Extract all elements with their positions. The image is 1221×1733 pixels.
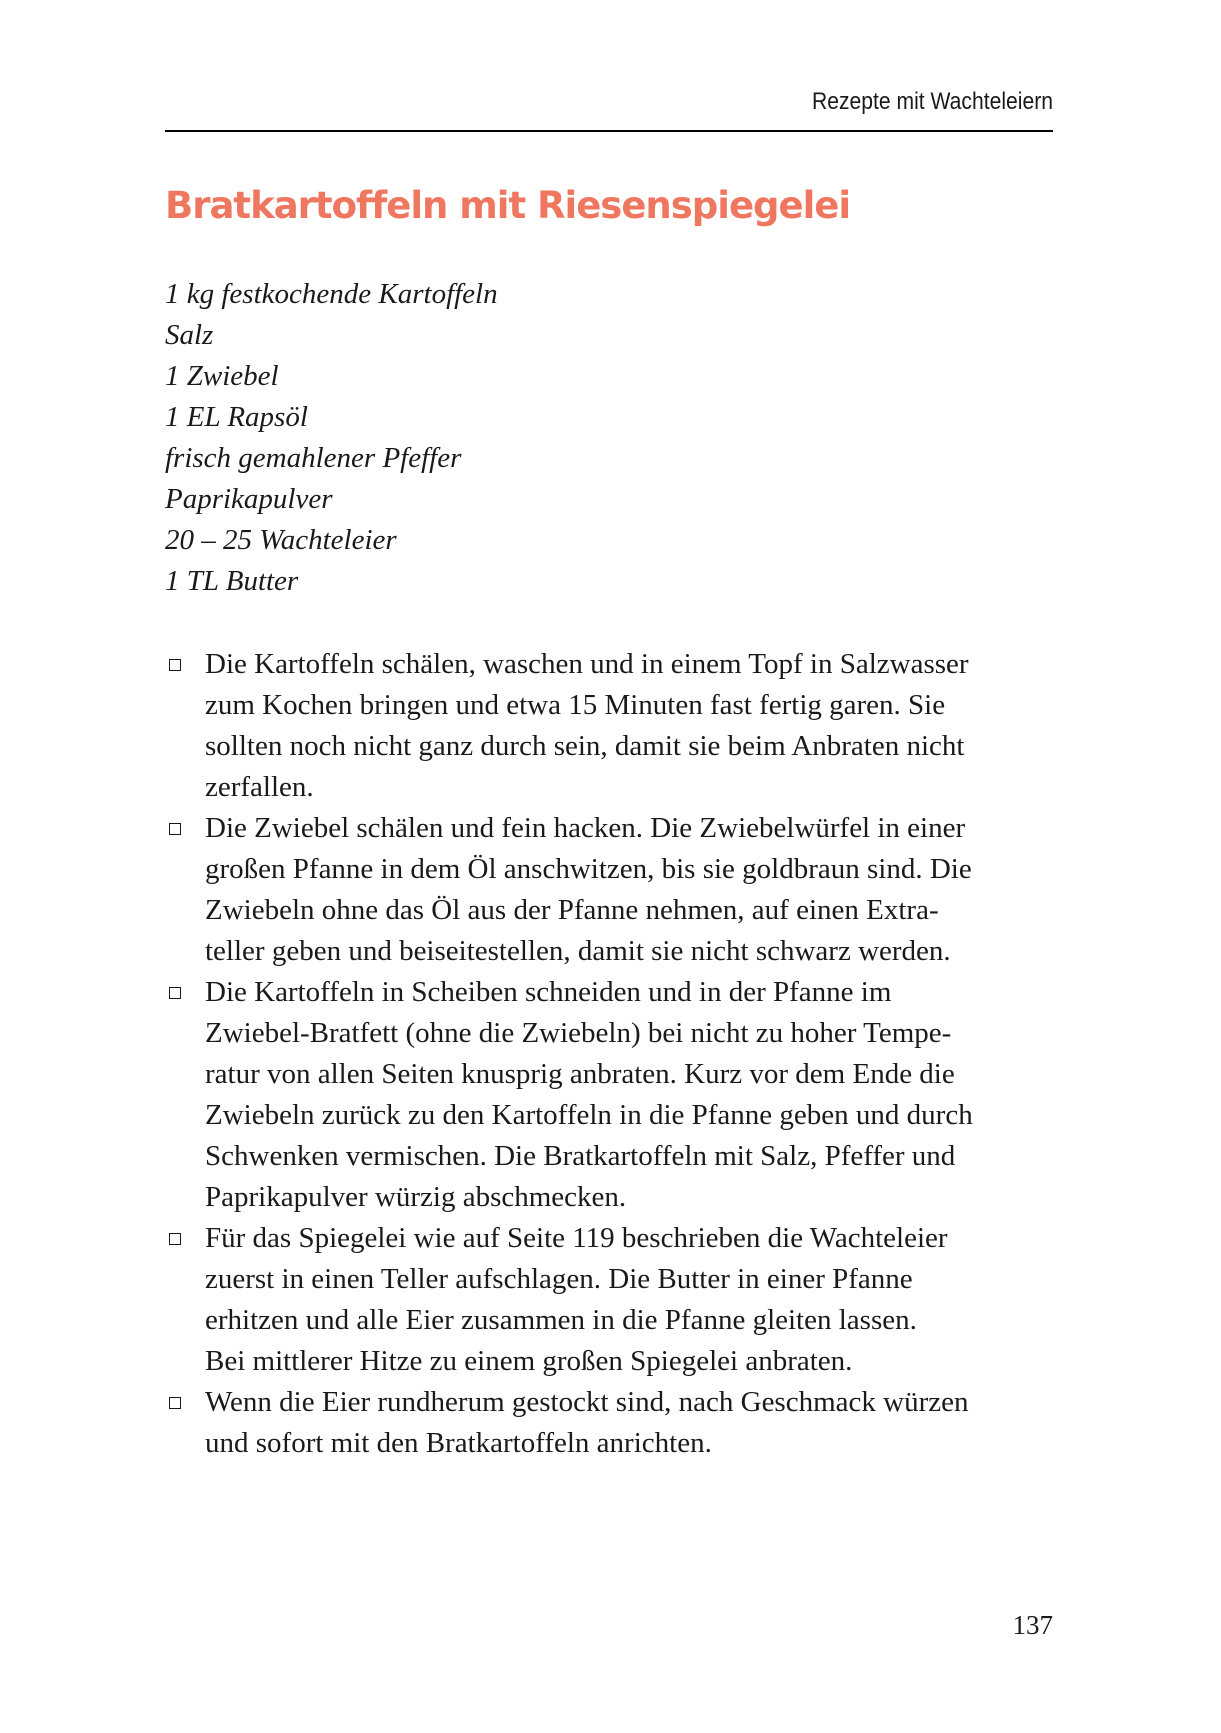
page-number: 137 xyxy=(1012,1610,1053,1640)
ingredient-item: frisch gemahlener Pfeffer xyxy=(165,442,462,474)
step-text-line: Schwenken vermischen. Die Bratkartoffeln mit Salz, Pfeffer und xyxy=(205,1140,956,1172)
checkbox-bullet-icon xyxy=(169,659,181,671)
step-text-line: Paprikapulver würzig abschmecken. xyxy=(205,1181,627,1213)
recipe-title: Bratkartoffeln mit Riesenspiegelei xyxy=(165,184,851,227)
step-text-line: zuerst in einen Teller aufschlagen. Die Butter in einer Pfanne xyxy=(205,1263,913,1295)
step-text-line: und sofort mit den Bratkartoffeln anrichten. xyxy=(205,1427,712,1459)
step-text-line: Die Zwiebel schälen und fein hacken. Die Zwiebelwürfel in einer xyxy=(205,812,966,844)
step-text-line: zum Kochen bringen und etwa 15 Minuten fast fertig garen. Sie xyxy=(205,689,946,721)
step-text-line: Die Kartoffeln in Scheiben schneiden und in der Pfanne im xyxy=(205,976,892,1008)
step-item xyxy=(165,972,1065,1218)
ingredient-item: 20 – 25 Wachteleier xyxy=(165,524,397,556)
step-text-line: sollten noch nicht ganz durch sein, damit sie beim Anbraten nicht xyxy=(205,730,965,762)
step-text-line: erhitzen und alle Eier zusammen in die Pfanne gleiten lassen. xyxy=(205,1304,917,1336)
step-text-line: Wenn die Eier rundherum gestockt sind, nach Geschmack würzen xyxy=(205,1386,969,1418)
step-text-line: Zwiebeln ohne das Öl aus der Pfanne nehmen, auf einen Extra- xyxy=(205,894,939,926)
step-text-line: Zwiebeln zurück zu den Kartoffeln in die Pfanne geben und durch xyxy=(205,1099,973,1131)
ingredient-item: Paprikapulver xyxy=(165,483,333,515)
step-item xyxy=(165,1218,1065,1382)
checkbox-bullet-icon xyxy=(169,1397,181,1409)
instruction-steps xyxy=(165,644,1065,1464)
header-rule xyxy=(165,130,1053,132)
ingredient-item: Salz xyxy=(165,319,214,351)
step-text-line: Die Kartoffeln schälen, waschen und in einem Topf in Salzwasser xyxy=(205,648,969,680)
step-item xyxy=(165,808,1065,972)
checkbox-bullet-icon xyxy=(169,1233,181,1245)
checkbox-bullet-icon xyxy=(169,823,181,835)
ingredient-item: 1 kg festkochende Kartoffeln xyxy=(165,278,498,310)
step-item xyxy=(165,1382,1065,1464)
step-text-line: teller geben und beiseitestellen, damit sie nicht schwarz werden. xyxy=(205,935,951,967)
running-header: Rezepte mit Wachteleiern xyxy=(811,88,1053,115)
step-item xyxy=(165,644,1065,808)
step-text-line: Bei mittlerer Hitze zu einem großen Spiegelei anbraten. xyxy=(205,1345,853,1377)
checkbox-bullet-icon xyxy=(169,987,181,999)
step-text-line: Zwiebel-Bratfett (ohne die Zwiebeln) bei nicht zu hoher Tempe- xyxy=(205,1017,952,1049)
step-text-line: großen Pfanne in dem Öl anschwitzen, bis sie goldbraun sind. Die xyxy=(205,853,972,885)
ingredient-list xyxy=(165,274,498,602)
ingredient-item: 1 EL Rapsöl xyxy=(165,401,308,433)
step-text-line: ratur von allen Seiten knusprig anbraten. Kurz vor dem Ende die xyxy=(205,1058,955,1090)
ingredient-item: 1 Zwiebel xyxy=(165,360,279,392)
ingredient-item: 1 TL Butter xyxy=(165,565,299,597)
step-text-line: Für das Spiegelei wie auf Seite 119 beschrieben die Wachteleier xyxy=(205,1222,948,1254)
step-text-line: zerfallen. xyxy=(205,771,314,803)
